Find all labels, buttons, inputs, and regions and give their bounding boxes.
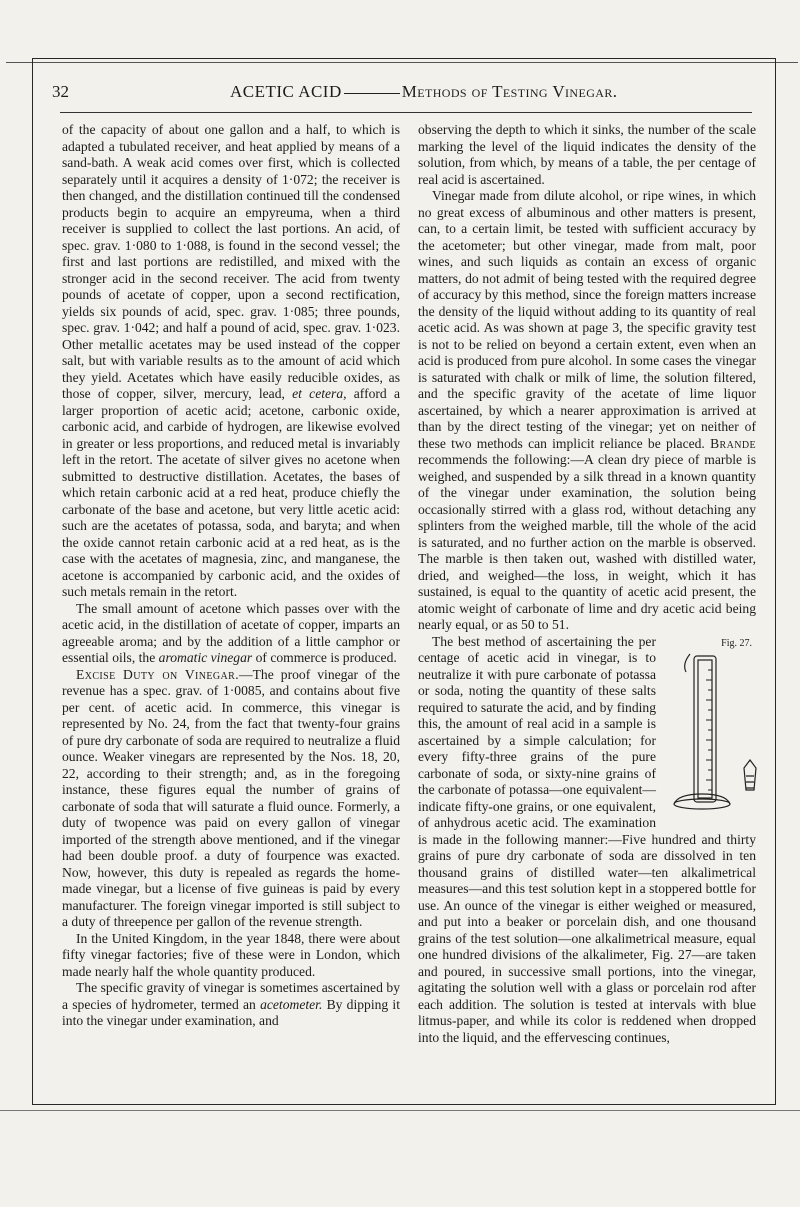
right-paragraph-2 [418,188,756,634]
figure-27 [662,636,762,816]
left-p2-italic: aromatic vinegar [158,650,253,665]
left-paragraph-4 [62,931,400,981]
left-paragraph-1 [62,122,400,601]
left-column [62,122,400,1030]
right-p3-text: The best method of ascertaining the per centage of acetic acid in vinegar, is to neutralize it with pure carbonate of potassa or soda, noting the quantity of these salts required to saturate the acid, and by finding this, the amount of real acid in a sample is ascertained by a simple calculation; for every fifty-three grains of the pure carbonate of soda, or sixty-nine grains of the carbonate of potassa—one equivalent—indicate fifty-one grains, or one equivalent, of anhydrous acetic acid. The examination is made in the following manner:—Five hundred and thirty grains of pure dry carbonate of soda are dissolved in ten thousand grains of distilled water—ten alkalimetrical measures—and this test solution kept in a stoppered bottle for use. An ounce of the vinegar is either weighed or measured, and put into a beaker or porcelain dish, and one thousand grains of the test solution—one alkalimetrical measure, equal one hundred divisions of the alkalimeter, Fig. 27—are taken and poured, in successive small portions, into the vinegar, agitating the solution well with a glass or porcelain rod after each addition. The solution is tested at intervals with blue litmus-paper, and while its color is reddened when dropped into the liquid, and the effervescing continues, [418,633,756,1045]
left-paragraph-2 [62,601,400,667]
alkalimeter-illustration-icon [662,650,762,815]
header-dash [344,93,400,94]
author-name-brande: Brande [710,435,756,451]
section-heading-excise: Excise Duty on Vinegar. [76,666,240,682]
left-p4-text: In the United Kingdom, in the year 1848, there were about fifty vinegar factories; five of these were in London, which made nearly half the whole quantity produced. [62,930,400,979]
right-p1-text: observing the depth to which it sinks, the number of the scale marking the level of the liquid indicates the density of the solution, from which, by means of a table, the per centage of real acid is ascertained. [418,122,756,187]
page-number: 32 [52,82,69,101]
header-rule [60,112,752,113]
header-title-left: ACETIC ACID [230,82,342,101]
right-p2-text: Vinegar made from dilute alcohol, or ripe wines, in which no great excess of albuminous and other matters is present, can, to a certain limit, be tested with sufficient accuracy by the acetometer; but other vinegar, made from malt, poor wines, and such liquids as contain an excess of organic matters, do not admit of being tested with the required degree of accuracy by this method, since the foreign matters increase the density of the liquid without adding to its quantity of real acetic acid. As was shown at page 3, the specific gravity test is not to be relied on beyond a certain extent, even when an acid is produced from pure alcohol. In some cases the vinegar is saturated with chalk or milk of lime, the solution filtered, and the specific gravity of the acetate of lime liquor ascertained, by which a nearer approximation is arrived at than by the direct testing of the vinegar; yet on neither of these two methods can implicit reliance be placed. [418,188,756,451]
left-p2-tail: of commerce is produced. [255,650,397,665]
left-p1-italic: et cetera, [292,386,347,401]
left-paragraph-3 [62,667,400,931]
right-paragraph-3 [418,634,756,1047]
bottom-edge-line [0,1110,800,1111]
header-title [230,82,617,102]
left-p5-italic: acetometer. [260,996,323,1012]
left-p2-text: The small amount of acetone which passes over with the acetic acid, in the distillation of acetate of copper, imparts an agreeable aroma; and by the addition of a little camphor or essential oils, the [62,600,400,665]
left-paragraph-5 [62,980,400,1030]
left-p3-text: —The proof vinegar of the revenue has a spec. grav. of 1·0085, and contains about five per cent. of acetic acid. In commerce, this vinegar is represented by No. 24, from the fact that twenty-four grains of pure dry carbonate of soda are required to neutralize a fluid ounce. Weaker vinegars are represented by the Nos. 18, 20, 22, according to their strength; and, as in the foregoing instance, these figures equal the number of grains of carbonate of soda that will saturate a fluid ounce. Formerly, a duty of twopence was paid on every gallon of vinegar imported of the strength above mentioned, and if the vinegar had been double proof. a duty of fourpence was exacted. Now, however, this duty is repealed as regards the home-made vinegar, but a license of five guineas is paid by every manufacturer. The foreign vinegar imported is still subject to a duty of threepence per gallon of the revenue strength. [62,666,400,929]
right-p2-tail: recommends the following:—A clean dry piece of marble is weighed, and suspended by a silk thread in a known quantity of the vinegar under examination, the solution being occasionally stirred with a glass rod, without detaching any splinters from the weighed marble, till the whole of the acid is saturated, and no further action on the marble is observed. The marble is then taken out, washed with distilled water, dried, and weighed—the loss, in weight, which it has sustained, is equal to the quantity of acetic acid present, the atomic weight of carbonate of lime and dry acetic acid being nearly equal, or as 50 to 51. [418,452,756,632]
left-p1-tail: afford a larger proportion of acetic acid; acetone, carbonic oxide, carbonic acid, and carbide of hydrogen, are likewise evolved in greater or less proportions, and reduced metal is invariably left in the retort. The acetate of silver gives no acetone when submitted to destructive distillation. Acetates, the bases of which retain carbonic acid at a red heat, produce chiefly the carbonate of the base and acetone, but very little acetic acid: such are the acetates of potassa, soda, and baryta; and when the oxide cannot retain carbonic acid at a red heat, as is the case with the acetates of magnesia, zinc, and manganese, the acetone is accompanied by carbonic acid, and the oxides of such metals remain in the retort. [62,386,400,599]
running-header [52,82,752,106]
left-p5-text: The specific gravity of vinegar is sometimes ascertained by a species of hydrometer, termed an [62,980,400,1012]
right-paragraph-1 [418,122,756,188]
right-column [418,122,756,1046]
left-p1-text: of the capacity of about one gallon and a half, to which is adapted a tubulated receiver, and heat applied by means of a sand-bath. A weak acid comes over first, which is collected separately until it acquires a density of 1·072; the receiver is then changed, and the distillation continued till the condensed products begin to acquire an empyreuma, when a third receiver is supplied to collect the last portions. An acid, of spec. grav. 1·080 to 1·088, is found in the second vessel; the first and last portions are redistilled, and mixed with the stronger acid in the second receiver. The acid from twenty pounds of acetate of copper, upon a second rectification, yields six pounds of acid, spec. grav. 1·085; three pounds, spec. grav. 1·042; and half a pound of acid, spec. grav. 1·023. Other metallic acetates may be used instead of the copper salt, but with variable results as to the amount of acid which they yield. Acetates which have easily reducible oxides, as those of copper, silver, mercury, lead, [62,122,400,401]
figure-caption: Fig. 27. [721,637,752,649]
header-title-right: Methods of Testing Vinegar. [401,82,618,101]
left-p5-tail: By dipping it into the vinegar under examination, and [62,996,400,1028]
